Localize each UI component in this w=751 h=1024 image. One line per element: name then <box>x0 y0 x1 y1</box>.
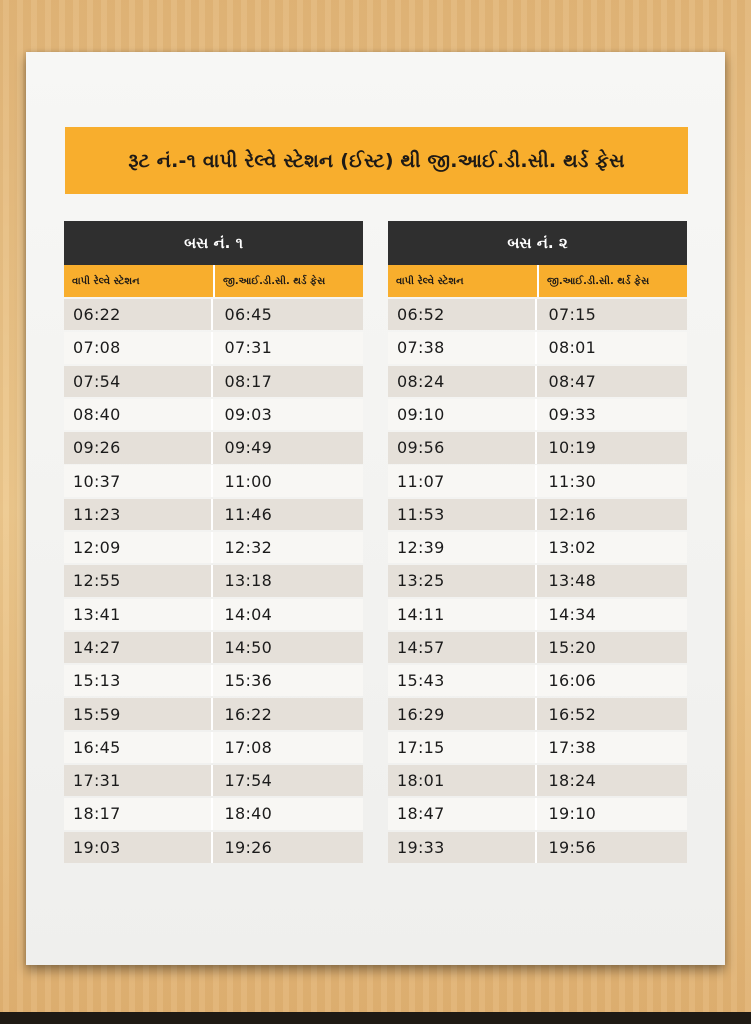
bus-1-rows <box>64 299 363 863</box>
arrival-time-cell: 06:45 <box>213 299 363 330</box>
table-row <box>64 499 363 530</box>
arrival-time-cell: 13:48 <box>537 565 687 596</box>
departure-time-cell: 18:17 <box>64 798 213 829</box>
bus-2-timetable <box>388 221 687 865</box>
arrival-time-cell: 10:19 <box>537 432 687 463</box>
arrival-time-cell: 18:24 <box>537 765 687 796</box>
arrival-time-cell: 17:54 <box>213 765 363 796</box>
table-row <box>64 765 363 796</box>
column-header-arrival: જી.આઈ.ડી.સી. થર્ડ ફેસ <box>547 275 650 287</box>
departure-time-cell: 08:40 <box>64 399 213 430</box>
column-header-departure: વાપી રેલ્વે સ્ટેશન <box>388 265 539 297</box>
table-row <box>64 399 363 430</box>
arrival-time-cell: 17:38 <box>537 732 687 763</box>
bottom-strip <box>0 1012 751 1024</box>
bus-1-header: બસ નં. ૧ <box>64 221 363 265</box>
arrival-time-cell: 11:46 <box>213 499 363 530</box>
arrival-time-cell: 19:26 <box>213 832 363 863</box>
arrival-time-cell: 09:49 <box>213 432 363 463</box>
bus-1-timetable <box>64 221 363 865</box>
departure-time-cell: 19:33 <box>388 832 537 863</box>
arrival-time-cell: 14:04 <box>213 599 363 630</box>
arrival-time-cell: 16:06 <box>537 665 687 696</box>
arrival-time-cell: 07:15 <box>537 299 687 330</box>
departure-time-cell: 17:31 <box>64 765 213 796</box>
table-row <box>64 299 363 330</box>
column-header-departure: વાપી રેલ્વે સ્ટેશન <box>64 265 215 297</box>
table-row <box>388 765 687 796</box>
departure-time-cell: 12:55 <box>64 565 213 596</box>
departure-time-cell: 07:38 <box>388 332 537 363</box>
arrival-time-cell: 11:30 <box>537 465 687 496</box>
departure-time-cell: 13:25 <box>388 565 537 596</box>
arrival-time-cell: 16:52 <box>537 698 687 729</box>
departure-time-cell: 09:56 <box>388 432 537 463</box>
departure-time-cell: 11:23 <box>64 499 213 530</box>
table-row <box>388 832 687 863</box>
table-row <box>64 432 363 463</box>
table-row <box>64 632 363 663</box>
departure-time-cell: 15:59 <box>64 698 213 729</box>
departure-time-cell: 15:43 <box>388 665 537 696</box>
departure-time-cell: 11:53 <box>388 499 537 530</box>
table-row <box>388 332 687 363</box>
table-row <box>388 665 687 696</box>
bus-1-column-headers <box>64 265 363 297</box>
arrival-time-cell: 08:17 <box>213 366 363 397</box>
arrival-time-cell: 16:22 <box>213 698 363 729</box>
table-row <box>64 665 363 696</box>
arrival-time-cell: 18:40 <box>213 798 363 829</box>
departure-time-cell: 16:29 <box>388 698 537 729</box>
departure-time-cell: 15:13 <box>64 665 213 696</box>
departure-time-cell: 18:01 <box>388 765 537 796</box>
departure-time-cell: 17:15 <box>388 732 537 763</box>
table-row <box>64 732 363 763</box>
departure-time-cell: 16:45 <box>64 732 213 763</box>
arrival-time-cell: 17:08 <box>213 732 363 763</box>
table-row <box>64 599 363 630</box>
departure-time-cell: 12:39 <box>388 532 537 563</box>
table-row <box>388 499 687 530</box>
bus-2-header: બસ નં. ૨ <box>388 221 687 265</box>
departure-time-cell: 09:26 <box>64 432 213 463</box>
departure-time-cell: 18:47 <box>388 798 537 829</box>
departure-time-cell: 08:24 <box>388 366 537 397</box>
route-title: રૂટ નં.-૧ વાપી રેલ્વે સ્ટેશન (ઈસ્ટ) થી જી.આઈ.ડી.સી. થર્ડ ફેસ <box>65 127 688 194</box>
table-row <box>388 532 687 563</box>
table-row <box>64 798 363 829</box>
column-header-arrival: જી.આઈ.ડી.સી. થર્ડ ફેસ <box>223 275 326 287</box>
departure-time-cell: 11:07 <box>388 465 537 496</box>
table-row <box>64 366 363 397</box>
bus-2-rows <box>388 299 687 863</box>
departure-time-cell: 06:22 <box>64 299 213 330</box>
arrival-time-cell: 11:00 <box>213 465 363 496</box>
departure-time-cell: 19:03 <box>64 832 213 863</box>
departure-time-cell: 07:54 <box>64 366 213 397</box>
table-row <box>388 798 687 829</box>
table-row <box>64 332 363 363</box>
table-row <box>388 465 687 496</box>
departure-time-cell: 12:09 <box>64 532 213 563</box>
table-row <box>64 532 363 563</box>
bus-2-column-headers <box>388 265 687 297</box>
table-row <box>64 832 363 863</box>
arrival-time-cell: 19:10 <box>537 798 687 829</box>
arrival-time-cell: 14:34 <box>537 599 687 630</box>
arrival-time-cell: 15:20 <box>537 632 687 663</box>
arrival-time-cell: 08:47 <box>537 366 687 397</box>
departure-time-cell: 14:27 <box>64 632 213 663</box>
arrival-time-cell: 09:33 <box>537 399 687 430</box>
departure-time-cell: 07:08 <box>64 332 213 363</box>
arrival-time-cell: 12:16 <box>537 499 687 530</box>
table-row <box>64 698 363 729</box>
arrival-time-cell: 12:32 <box>213 532 363 563</box>
table-row <box>388 698 687 729</box>
arrival-time-cell: 14:50 <box>213 632 363 663</box>
table-row <box>388 366 687 397</box>
departure-time-cell: 14:57 <box>388 632 537 663</box>
departure-time-cell: 14:11 <box>388 599 537 630</box>
arrival-time-cell: 13:02 <box>537 532 687 563</box>
arrival-time-cell: 08:01 <box>537 332 687 363</box>
departure-time-cell: 10:37 <box>64 465 213 496</box>
table-row <box>64 565 363 596</box>
table-row <box>388 599 687 630</box>
table-row <box>388 565 687 596</box>
arrival-time-cell: 09:03 <box>213 399 363 430</box>
departure-time-cell: 06:52 <box>388 299 537 330</box>
table-row <box>388 432 687 463</box>
departure-time-cell: 09:10 <box>388 399 537 430</box>
table-row <box>388 732 687 763</box>
table-row <box>64 465 363 496</box>
table-row <box>388 632 687 663</box>
arrival-time-cell: 19:56 <box>537 832 687 863</box>
departure-time-cell: 13:41 <box>64 599 213 630</box>
arrival-time-cell: 13:18 <box>213 565 363 596</box>
table-row <box>388 399 687 430</box>
arrival-time-cell: 15:36 <box>213 665 363 696</box>
arrival-time-cell: 07:31 <box>213 332 363 363</box>
table-row <box>388 299 687 330</box>
